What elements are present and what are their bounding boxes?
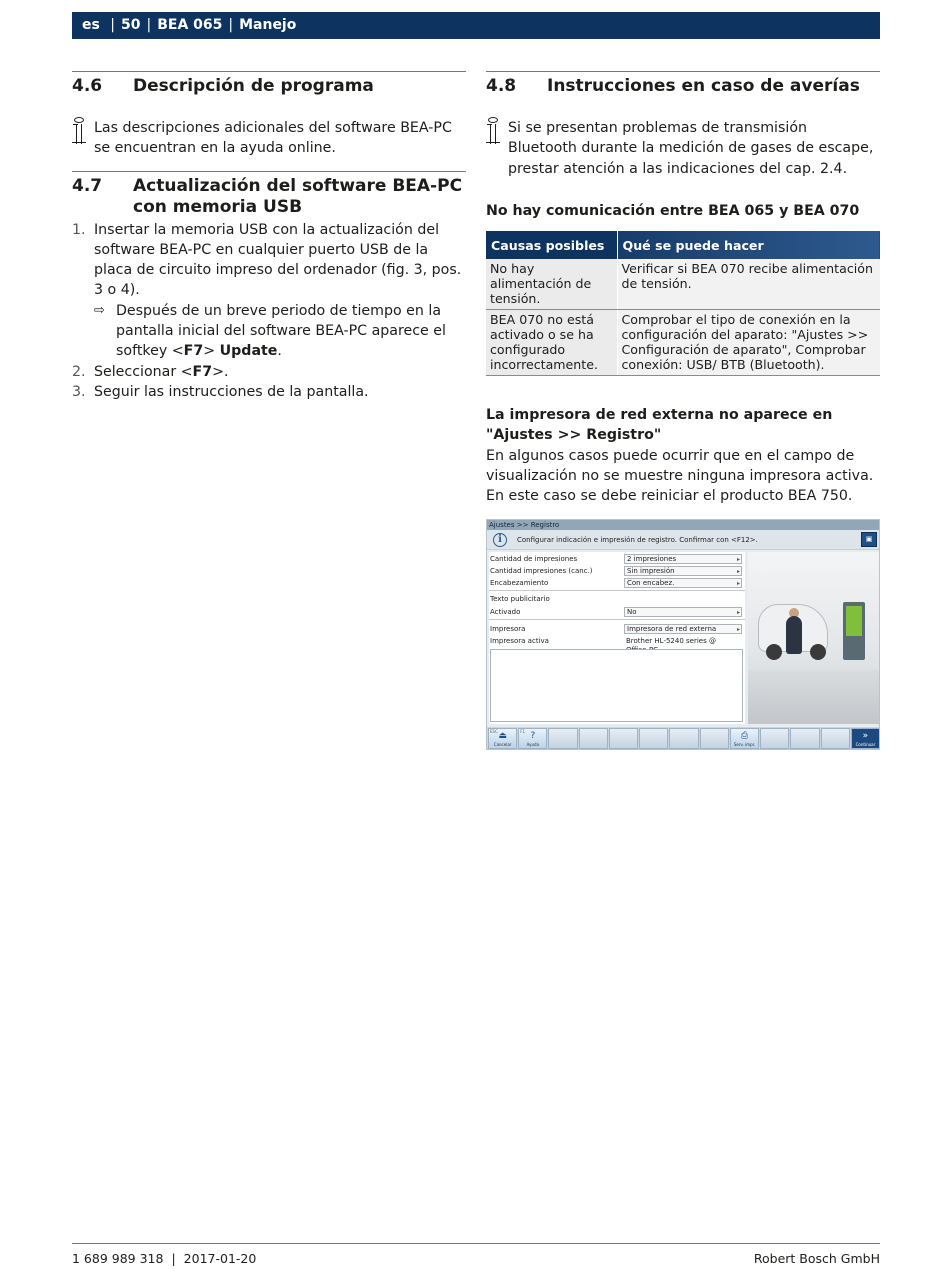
table-header: Causas posibles <box>486 231 617 259</box>
list-item: 2. Seleccionar <F7>. <box>72 363 229 380</box>
table-header: Qué se puede hacer <box>617 231 880 259</box>
copies-row: Cantidad de impresiones 2 impresiones ▸ <box>490 555 740 563</box>
chevron-right-icon: ▸ <box>736 556 740 563</box>
table-row <box>486 259 880 310</box>
divider <box>489 619 745 620</box>
advertising-textbox[interactable] <box>490 649 743 722</box>
info-icon <box>486 118 508 144</box>
info-circle-icon: i <box>493 533 507 547</box>
section-4-7-heading <box>72 171 466 218</box>
empty-softkey[interactable] <box>790 728 819 749</box>
empty-softkey[interactable] <box>700 728 729 749</box>
header-separator: | <box>105 17 115 33</box>
printer-select[interactable]: Impresora de red externa ▸ <box>624 624 742 634</box>
screen-info-bar <box>487 530 879 550</box>
heading-row: Encabezamiento Con encabez. ▸ <box>490 579 740 587</box>
section-title: Actualización del software BEA-PC con memoria USB <box>133 175 463 217</box>
info-icon <box>72 118 94 144</box>
header-chapter: Manejo <box>239 17 297 33</box>
section-4-8-heading <box>486 71 880 96</box>
header-product: BEA 065 <box>157 17 223 33</box>
printer-icon: ⎙ <box>740 731 749 741</box>
help-softkey[interactable]: F1 ? Ayuda <box>518 728 547 749</box>
empty-softkey[interactable] <box>760 728 789 749</box>
chevron-right-icon: ▸ <box>736 609 740 616</box>
document-date: 2017-01-20 <box>183 1251 257 1266</box>
chevron-right-icon: ▸ <box>736 568 740 575</box>
section-number: 4.8 <box>486 76 517 96</box>
copies-canc-select[interactable]: Sin impresión ▸ <box>624 566 742 576</box>
continue-softkey[interactable]: » Continuar <box>851 728 880 749</box>
empty-softkey[interactable] <box>579 728 608 749</box>
eject-icon: ⏏ <box>498 731 507 741</box>
screen-info-text: Configurar indicación e impresión de registro. Confirmar con <F12>. <box>517 535 758 544</box>
cancel-softkey[interactable]: ESC ⏏ Cancelar <box>488 728 517 749</box>
left-column <box>72 71 466 402</box>
activated-row: Activado No ▸ <box>490 608 740 616</box>
page-header <box>72 12 880 39</box>
section-4-6-heading <box>72 71 466 96</box>
heading-select[interactable]: Con encabez. ▸ <box>624 578 742 588</box>
table-cell: Comprobar el tipo de conexión en la configuración del aparato: "Ajustes >> Configuración de aparato", Comprobar conexión: USB/ BTB (Bluetooth). <box>617 310 880 376</box>
footer-left <box>72 1251 256 1267</box>
header-separator: | <box>146 17 152 33</box>
printer-issue-title: La impresora de red externa no aparece en "Ajustes >> Registro" <box>486 407 833 444</box>
info-note <box>72 118 466 159</box>
printer-row: Impresora Impresora de red externa ▸ <box>490 625 740 633</box>
note-text: Si se presentan problemas de transmisión Bluetooth durante la medición de gases de escape, prestar atención a las indicaciones del cap. 2.4. <box>508 120 874 177</box>
header-page: 50 <box>121 17 141 33</box>
troubleshooting-table <box>486 231 880 376</box>
active-printer-value: Brother HL-5240 series @ <box>626 637 716 645</box>
info-note <box>486 118 880 179</box>
footer-separator: | <box>171 1251 176 1266</box>
divider <box>489 590 745 591</box>
copies-canc-row: Cantidad impresiones (canc.) Sin impresión ▸ <box>490 567 740 575</box>
header-lang: es <box>82 17 100 33</box>
empty-softkey[interactable] <box>548 728 577 749</box>
company-name: Robert Bosch GmbH <box>753 1251 880 1266</box>
table-cell: BEA 070 no está activado o se ha configurado incorrectamente. <box>486 310 617 376</box>
registro-screenshot <box>486 519 880 750</box>
table-cell: No hay alimentación de tensión. <box>486 259 617 310</box>
section-number: 4.6 <box>72 76 103 96</box>
screen-title: Ajustes >> Registro <box>487 520 879 530</box>
ad-text-row: Texto publicitario <box>490 595 550 603</box>
empty-softkey[interactable] <box>821 728 850 749</box>
section-title: Instrucciones en caso de averías <box>547 76 860 96</box>
empty-softkey[interactable] <box>639 728 668 749</box>
printer-issue-text: En algunos casos puede ocurrir que en el campo de visualización no se muestre ninguna impresora activa. En este caso se debe reiniciar el producto BEA 750. <box>486 447 874 505</box>
section-number: 4.7 <box>72 175 103 196</box>
footer-divider <box>72 1243 880 1244</box>
double-chevron-right-icon: » <box>862 731 869 741</box>
result-item: ⇨ Después de un breve periodo de tiempo en la pantalla inicial del software BEA-PC aparece el softkey <F7> Update. <box>72 301 466 362</box>
active-printer-row: Impresora activa Brother HL-5240 series @ <box>489 636 745 654</box>
list-item: 3. Seguir las instrucciones de la pantalla. <box>72 383 369 400</box>
chevron-right-icon: ▸ <box>736 580 740 587</box>
list-item: 1. Insertar la memoria USB con la actualización del software BEA-PC en cualquier puerto USB de la placa de circuito impreso del ordenador (fig. 3, pos. 3 o 4). <box>72 221 462 299</box>
print-service-softkey[interactable]: ⎙ Serv. impr. <box>730 728 759 749</box>
chevron-right-icon: ▸ <box>736 626 740 633</box>
section-title: Descripción de programa <box>133 76 374 96</box>
monitor-icon: ▣ <box>861 532 877 547</box>
table-cell: Verificar si BEA 070 recibe alimentación de tensión. <box>617 259 880 310</box>
empty-softkey[interactable] <box>669 728 698 749</box>
empty-softkey[interactable] <box>609 728 638 749</box>
document-number: 1 689 989 318 <box>72 1251 164 1266</box>
table-title: No hay comunicación entre BEA 065 y BEA 070 <box>486 202 860 219</box>
softkey-bar <box>487 727 880 750</box>
right-column <box>486 71 880 507</box>
copies-select[interactable]: 2 impresiones ▸ <box>624 554 742 564</box>
result-arrow-icon: ⇨ <box>94 302 105 318</box>
question-icon: ? <box>530 731 536 741</box>
activated-select[interactable]: No ▸ <box>624 607 742 617</box>
workshop-photo <box>748 552 880 724</box>
note-text: Las descripciones adicionales del software BEA-PC se encuentran en la ayuda online. <box>94 120 452 157</box>
settings-form <box>489 552 745 724</box>
instruction-steps <box>72 220 466 403</box>
header-separator: | <box>228 17 234 33</box>
table-row <box>486 310 880 376</box>
